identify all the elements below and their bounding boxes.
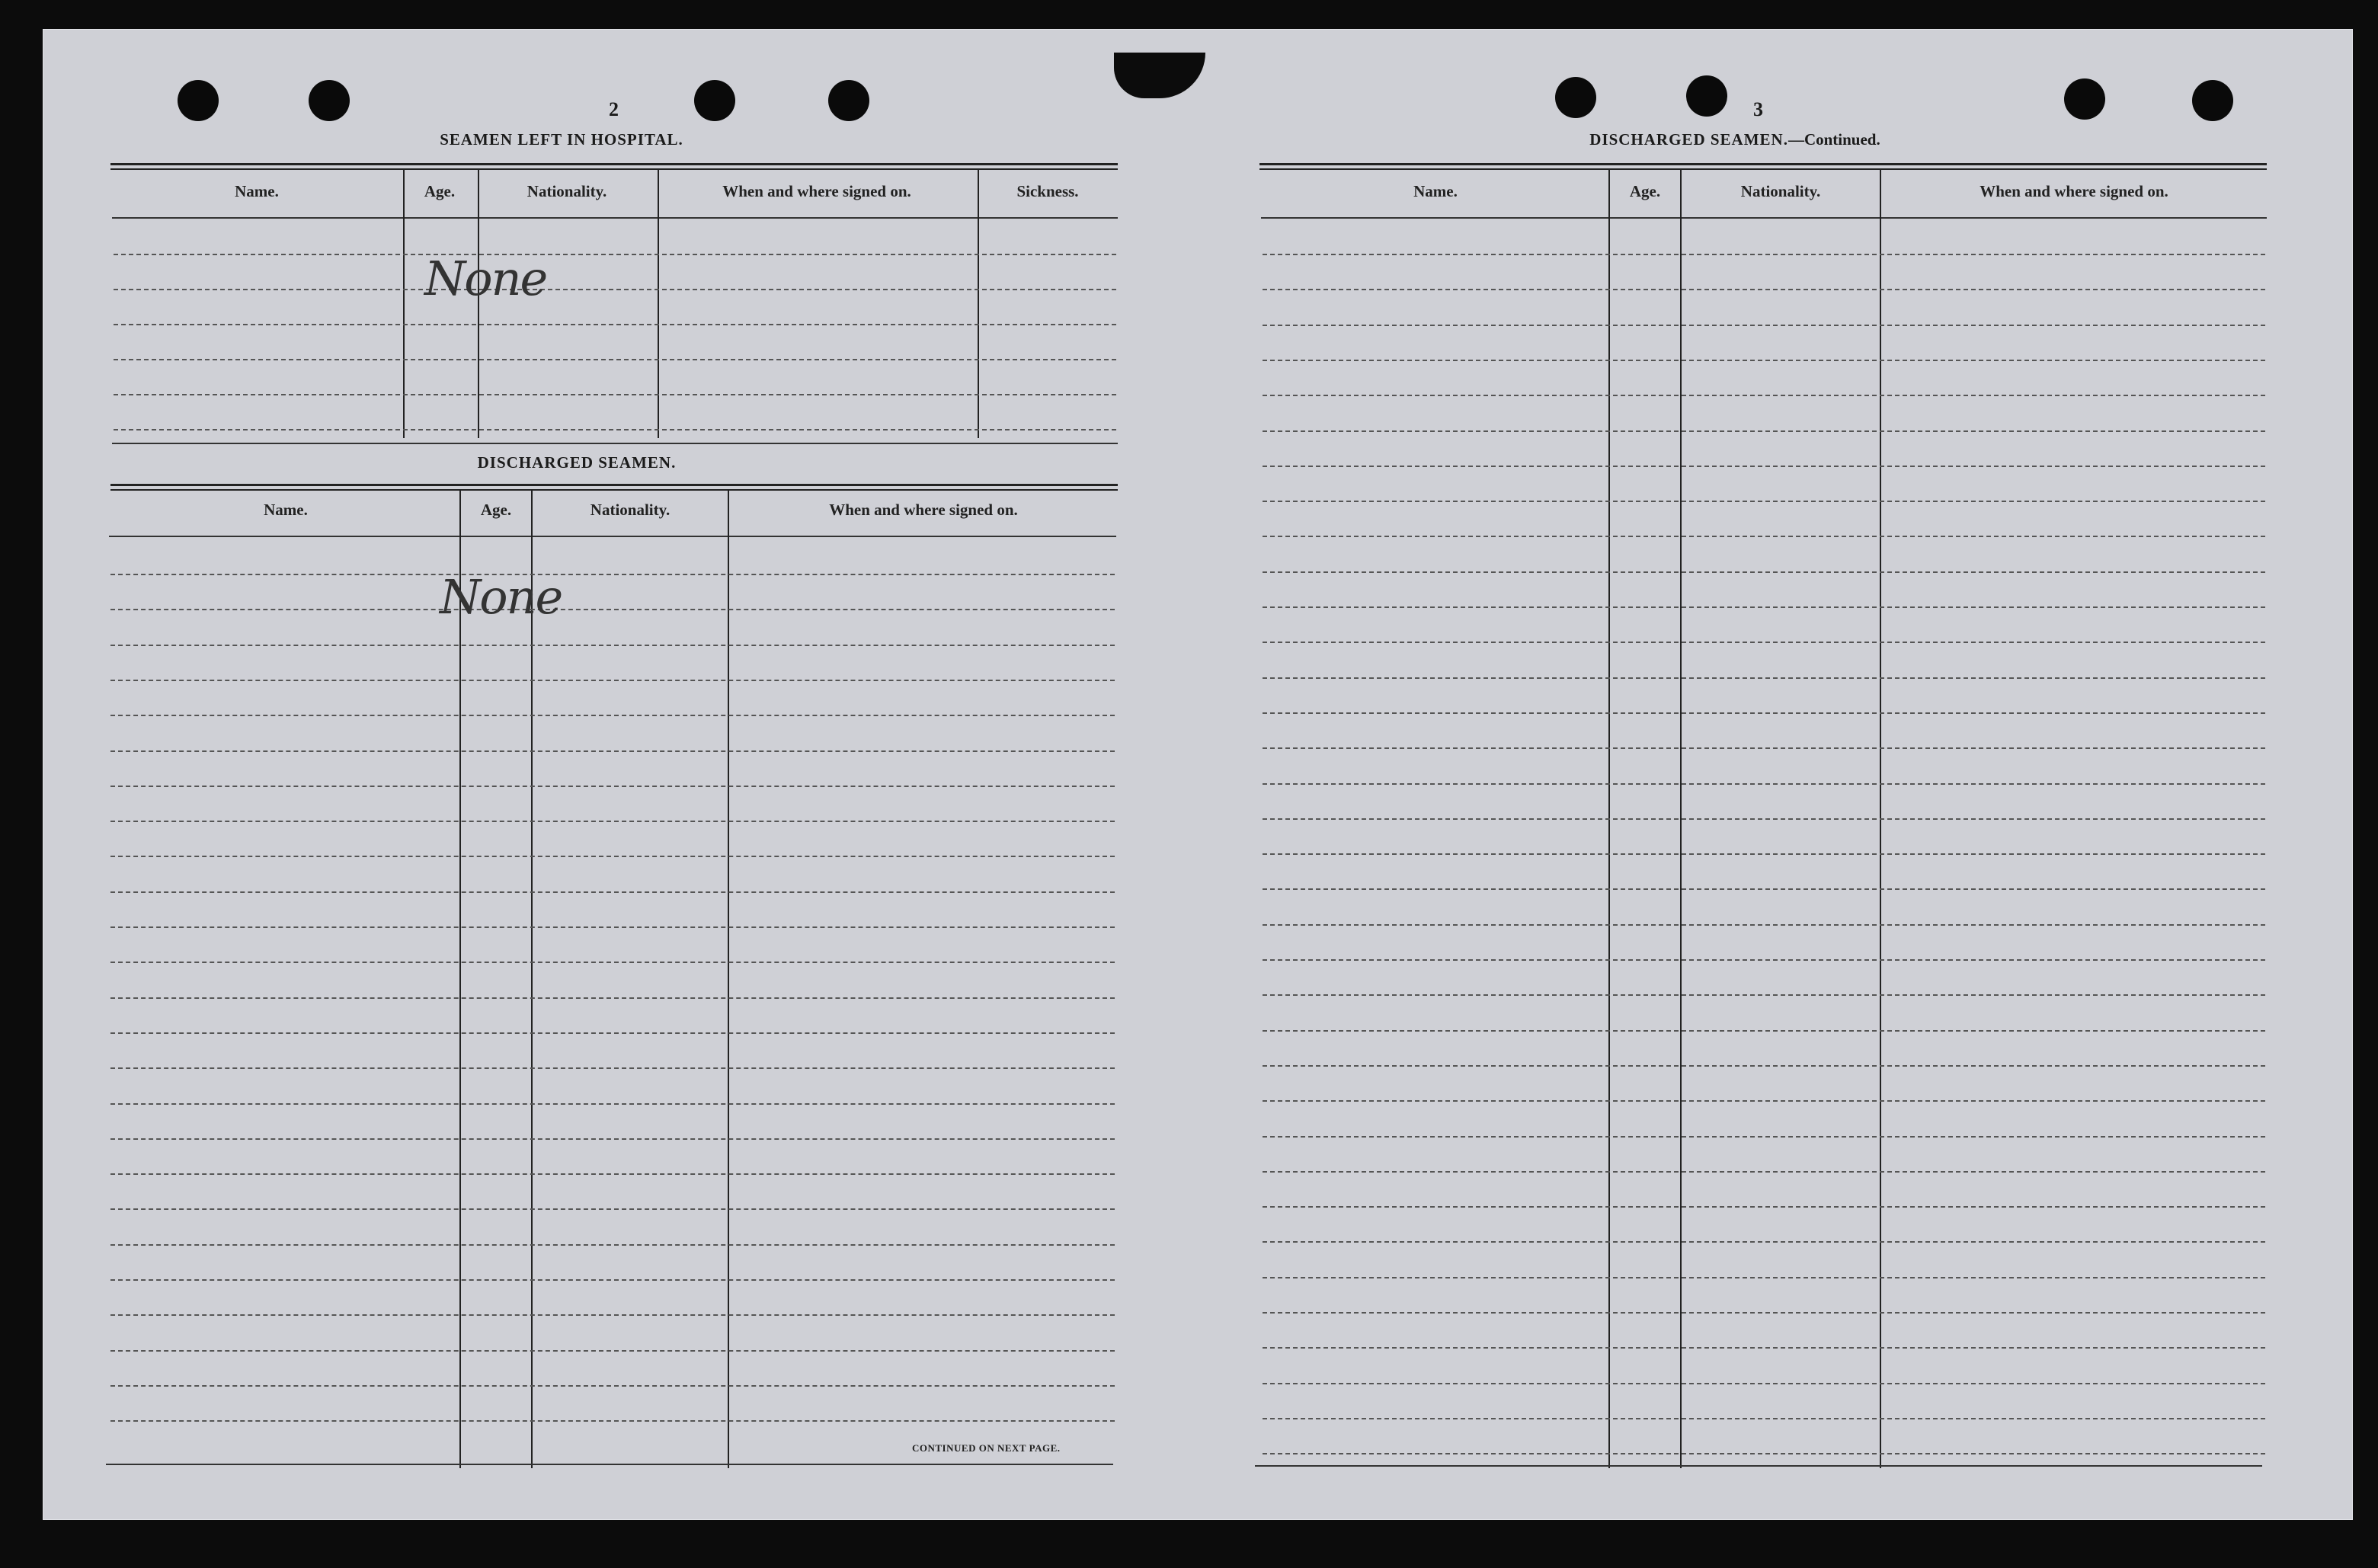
discharged-col-divider — [459, 490, 461, 1468]
entry-row-line — [110, 574, 1115, 575]
entry-row-line — [110, 645, 1115, 646]
entry-row-line — [1263, 536, 2265, 537]
entry-row-line — [110, 926, 1115, 928]
entry-row-line — [1263, 642, 2265, 643]
entry-row-line — [1263, 1100, 2265, 1102]
entry-row-line — [110, 821, 1115, 822]
entry-row-line — [1263, 783, 2265, 785]
punch-hole — [178, 80, 219, 121]
hospital-entry-row — [114, 429, 1116, 430]
entry-row-line — [1263, 677, 2265, 679]
right-section-title — [1522, 130, 1948, 149]
discharged-handwritten-none: None — [440, 569, 562, 625]
entry-row-line — [110, 715, 1115, 716]
entry-row-line — [1263, 853, 2265, 855]
entry-row-line — [1263, 1312, 2265, 1314]
right-header-rule — [1261, 217, 2267, 219]
entry-row-line — [110, 786, 1115, 787]
document-sheet — [43, 29, 2353, 1520]
discharged-bottom-rule — [106, 1464, 1113, 1465]
hospital-col-nationality: Nationality. — [526, 182, 607, 200]
hospital-col-age: Age. — [424, 182, 456, 200]
entry-row-line — [110, 1032, 1115, 1034]
entry-row-line — [1263, 1241, 2265, 1243]
entry-row-line — [1263, 1171, 2265, 1173]
entry-row-line — [110, 1208, 1115, 1210]
punch-hole — [2064, 78, 2105, 120]
entry-row-line — [1263, 360, 2265, 361]
entry-row-line — [1263, 712, 2265, 714]
entry-row-line — [110, 1067, 1115, 1069]
hospital-entry-row — [114, 359, 1116, 360]
entry-row-line — [1263, 325, 2265, 326]
entry-row-line — [1263, 1418, 2265, 1419]
punch-hole — [1686, 75, 1727, 117]
hospital-col-divider — [658, 170, 659, 438]
entry-row-line — [1263, 747, 2265, 749]
entry-row-line — [1263, 1453, 2265, 1454]
entry-row-line — [110, 750, 1115, 752]
entry-row-line — [110, 1350, 1115, 1352]
discharged-header-rule — [109, 536, 1116, 537]
hospital-bottom-rule — [112, 443, 1118, 444]
entry-row-line — [1263, 959, 2265, 961]
punch-hole — [309, 80, 350, 121]
entry-row-line — [1263, 254, 2265, 255]
discharged-top-rule — [110, 484, 1118, 491]
entry-row-line — [110, 891, 1115, 893]
hospital-col-name: Name. — [235, 182, 279, 200]
hospital-handwritten-none: None — [424, 251, 547, 306]
torn-edge — [1114, 53, 1205, 98]
entry-row-line — [110, 997, 1115, 999]
hospital-col-sickness: Sickness. — [1016, 182, 1079, 200]
continued-footer: CONTINUED ON NEXT PAGE. — [912, 1442, 1061, 1454]
entry-row-line — [110, 1138, 1115, 1140]
entry-row-line — [1263, 606, 2265, 608]
hospital-header-rule — [112, 217, 1118, 219]
hospital-entry-row — [114, 324, 1116, 325]
right-title-continued: —Continued. — [1788, 130, 1880, 149]
entry-row-line — [110, 856, 1115, 857]
hospital-top-rule — [110, 163, 1118, 170]
entry-row-line — [1263, 430, 2265, 432]
punch-hole — [828, 80, 869, 121]
hospital-entry-row — [114, 289, 1116, 290]
entry-row-line — [1263, 395, 2265, 396]
discharged-section-title: DISCHARGED SEAMEN. — [477, 453, 677, 472]
entry-row-line — [1263, 571, 2265, 573]
entry-row-line — [110, 962, 1115, 963]
discharged-col-nationality: Nationality. — [590, 501, 671, 519]
right-col-signed-on: When and where signed on. — [1980, 182, 2168, 200]
right-col-nationality: Nationality. — [1740, 182, 1821, 200]
entry-row-line — [1263, 501, 2265, 502]
right-col-age: Age. — [1629, 182, 1661, 200]
right-col-name: Name. — [1413, 182, 1458, 200]
entry-row-line — [1263, 1030, 2265, 1032]
punch-hole — [694, 80, 735, 121]
entry-row-line — [1263, 1136, 2265, 1138]
discharged-col-signed-on: When and where signed on. — [829, 501, 1018, 519]
punch-hole — [1555, 77, 1596, 118]
hospital-col-divider — [978, 170, 979, 438]
right-top-rule — [1259, 163, 2267, 170]
hospital-section-title: SEAMEN LEFT IN HOSPITAL. — [440, 130, 683, 149]
entry-row-line — [110, 1385, 1115, 1387]
entry-row-line — [110, 1279, 1115, 1281]
hospital-entry-row — [114, 394, 1116, 395]
entry-row-line — [1263, 289, 2265, 290]
hospital-entry-row — [114, 254, 1116, 255]
entry-row-line — [1263, 818, 2265, 820]
entry-row-line — [110, 1173, 1115, 1175]
entry-row-line — [110, 1244, 1115, 1246]
right-bottom-rule — [1255, 1465, 2262, 1467]
entry-row-line — [110, 1314, 1115, 1316]
right-title-main: DISCHARGED SEAMEN. — [1589, 130, 1788, 149]
entry-row-line — [110, 1103, 1115, 1105]
discharged-col-divider — [531, 490, 533, 1468]
entry-row-line — [1263, 1206, 2265, 1208]
entry-row-line — [1263, 1383, 2265, 1384]
page-number-left: 2 — [609, 98, 619, 120]
discharged-col-divider — [728, 490, 729, 1468]
entry-row-line — [110, 680, 1115, 681]
hospital-col-divider — [403, 170, 405, 438]
entry-row-line — [1263, 888, 2265, 890]
entry-row-line — [1263, 924, 2265, 926]
entry-row-line — [110, 609, 1115, 610]
entry-row-line — [110, 1420, 1115, 1422]
punch-hole — [2192, 80, 2233, 121]
entry-row-line — [1263, 1065, 2265, 1067]
hospital-col-signed-on: When and where signed on. — [722, 182, 911, 200]
entry-row-line — [1263, 466, 2265, 467]
discharged-col-name: Name. — [264, 501, 308, 519]
entry-row-line — [1263, 1347, 2265, 1349]
page-number-right: 3 — [1753, 98, 1763, 120]
entry-row-line — [1263, 1277, 2265, 1278]
entry-row-line — [1263, 994, 2265, 996]
discharged-col-age: Age. — [480, 501, 512, 519]
